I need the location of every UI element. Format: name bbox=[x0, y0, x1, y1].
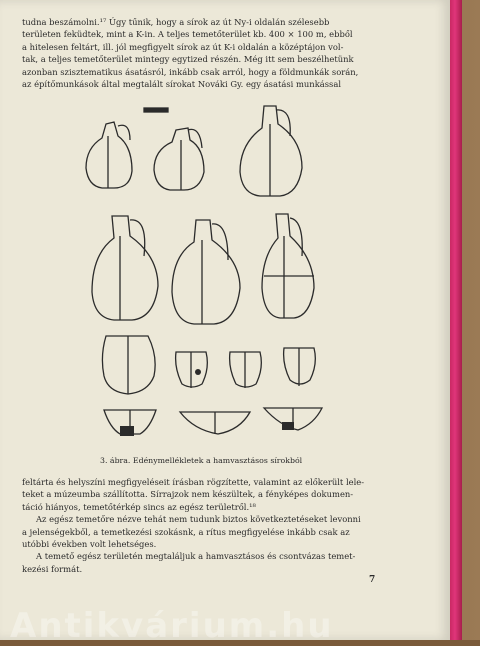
text-line: területen feküdtek, mint a K-in. A teljes temetőterület kb. 400 × 100 m, ebből bbox=[22, 29, 353, 40]
text-line: táció hiányos, temetőtérkép sincs az egész területről.¹⁸ bbox=[22, 501, 256, 512]
text-line: a jelenségekből, a temetkezési szokásnk, a rítus megfigyelése inkább csak az bbox=[22, 526, 350, 537]
pot-4 bbox=[284, 348, 316, 386]
scale-bar bbox=[144, 108, 168, 112]
jug-3 bbox=[240, 106, 302, 196]
jug-5 bbox=[172, 220, 240, 324]
text-line: Az egész temetőre nézve tehát nem tudunk biztos következtetéseket levonni bbox=[36, 514, 361, 525]
pot-3 bbox=[230, 352, 262, 388]
jug-6 bbox=[262, 214, 314, 318]
text-line: azonban szisztematikus ásatásról, inkább csak arról, hogy a földmunkák során, bbox=[22, 66, 359, 77]
jug-4 bbox=[92, 216, 158, 320]
text-line: tudna beszámolni.¹⁷ Úgy tűnik, hogy a sírok az út Ny-i oldalán szélesebb bbox=[22, 17, 330, 27]
bottom-paragraph bbox=[22, 476, 382, 575]
jug-1 bbox=[86, 122, 132, 188]
pot-1 bbox=[102, 336, 155, 394]
text-line: teket a múzeumba szállította. Sírrajzok nem készültek, a fényképes dokumen- bbox=[22, 489, 354, 500]
book-cover-edge bbox=[448, 0, 462, 640]
pot-2 bbox=[176, 352, 208, 388]
text-line: kezési formát. bbox=[22, 563, 83, 574]
text-line: az építőmunkások által megtalált sírokat Nováki Gy. egy ásatási munkással bbox=[22, 79, 342, 90]
text-line: feltárta és helyszíni megfigyeléseit írásban rögzítette, valamint az előkerült lele- bbox=[22, 477, 365, 487]
text-line: tak, a teljes temetőterület mintegy egytized részén. Még itt sem beszélhetünk bbox=[22, 54, 354, 65]
figure-caption: 3. ábra. Edénymellékletek a hamvasztásos sírokból bbox=[100, 456, 303, 465]
bowl-2 bbox=[180, 412, 250, 434]
top-paragraph bbox=[22, 16, 382, 90]
text-line: a hitelesen feltárt, ill. jól megfigyelt sírok az út K-i oldalán a középtájon vol- bbox=[22, 41, 344, 52]
jug-2 bbox=[154, 128, 204, 190]
page-number: 7 bbox=[369, 575, 376, 585]
text-line: A temető egész területén megtaláljuk a hamvasztásos és csontvázas temet- bbox=[36, 551, 356, 562]
bowl-1 bbox=[104, 410, 156, 436]
bowl-3 bbox=[264, 408, 322, 430]
pottery-figure bbox=[84, 96, 334, 456]
watermark-text: Antikvárium.hu bbox=[10, 606, 334, 646]
text-line: utóbbi években volt lehetséges. bbox=[22, 539, 157, 550]
